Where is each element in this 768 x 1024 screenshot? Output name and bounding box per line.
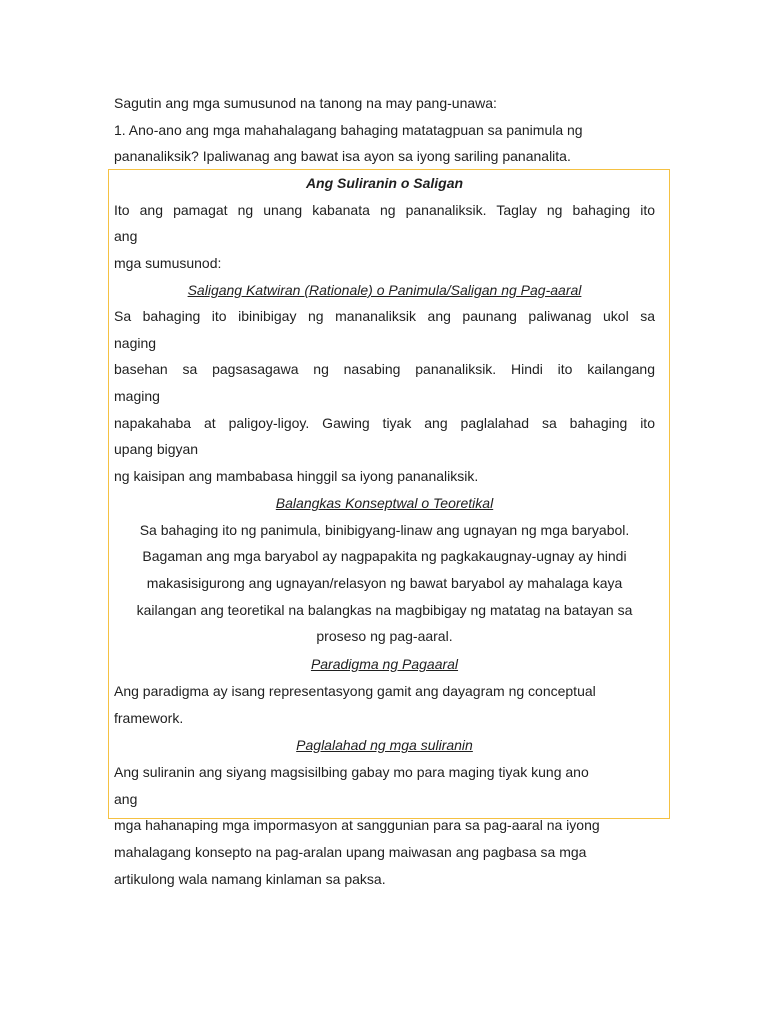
paragraph-line: Ang paradigma ay isang representasyong gamit ang dayagram ng conceptual xyxy=(114,683,596,699)
question-line: pananaliksik? Ipaliwanag ang bawat isa ayon sa iyong sariling pananalita. xyxy=(114,148,571,164)
section-title: Saligang Katwiran (Rationale) o Panimula/Saligan ng Pag-aaral xyxy=(187,282,582,298)
paragraph-line: upang bigyan xyxy=(114,441,199,457)
paragraph-line: Sa bahaging ito ibinibigay ng mananaliksik ang paunang paliwanag ukol sa xyxy=(114,308,655,324)
paragraph-line: mga hahanaping mga impormasyon at sanggunian para sa pag-aaral na iyong xyxy=(114,817,600,833)
paragraph-line: makasisigurong ang ugnayan/relasyon ng bawat baryabol ay mahalaga kaya xyxy=(146,575,623,591)
section-title: Paglalahad ng mga suliranin xyxy=(296,737,473,753)
paragraph-line: framework. xyxy=(114,710,184,726)
paragraph-line: ang xyxy=(114,228,138,244)
paragraph-line: Ito ang pamagat ng unang kabanata ng pananaliksik. Taglay ng bahaging ito xyxy=(114,202,655,218)
paragraph-line: naging xyxy=(114,335,157,351)
paragraph-line: Sa bahaging ito ng panimula, binibigyang-linaw ang ugnayan ng mga baryabol. xyxy=(139,522,630,538)
paragraph-line: maging xyxy=(114,388,160,404)
paragraph-line: proseso ng pag-aaral. xyxy=(316,628,453,644)
section-title: Paradigma ng Pagaaral xyxy=(310,656,459,672)
answer-heading: Ang Suliranin o Saligan xyxy=(305,175,464,191)
section-title: Balangkas Konseptwal o Teoretikal xyxy=(275,495,494,511)
paragraph-line: kailangan ang teoretikal na balangkas na magbibigay ng matatag na batayan sa xyxy=(136,602,633,618)
paragraph-line: mga sumusunod: xyxy=(114,255,222,271)
paragraph-line: basehan sa pagsasagawa ng nasabing pananaliksik. Hindi ito kailangang xyxy=(114,361,655,377)
paragraph-line: ang xyxy=(114,791,138,807)
paragraph-line: ng kaisipan ang mambabasa hinggil sa iyong pananaliksik. xyxy=(114,468,479,484)
paragraph-line: artikulong wala namang kinlaman sa paksa. xyxy=(114,871,386,887)
paragraph-line: Ang suliranin ang siyang magsisilbing gabay mo para maging tiyak kung ano xyxy=(114,764,589,780)
paragraph-line: Bagaman ang mga baryabol ay nagpapakita ng pagkakaugnay-ugnay ay hindi xyxy=(142,548,627,564)
question-line: 1. Ano-ano ang mga mahahalagang bahaging matatagpuan sa panimula ng xyxy=(114,122,583,138)
intro-text: Sagutin ang mga sumusunod na tanong na may pang-unawa: xyxy=(114,95,497,111)
paragraph-line: napakahaba at paligoy-ligoy. Gawing tiyak ang paglalahad sa bahaging ito xyxy=(114,415,655,431)
paragraph-line: mahalagang konsepto na pag-aralan upang maiwasan ang pagbasa sa mga xyxy=(114,844,587,860)
